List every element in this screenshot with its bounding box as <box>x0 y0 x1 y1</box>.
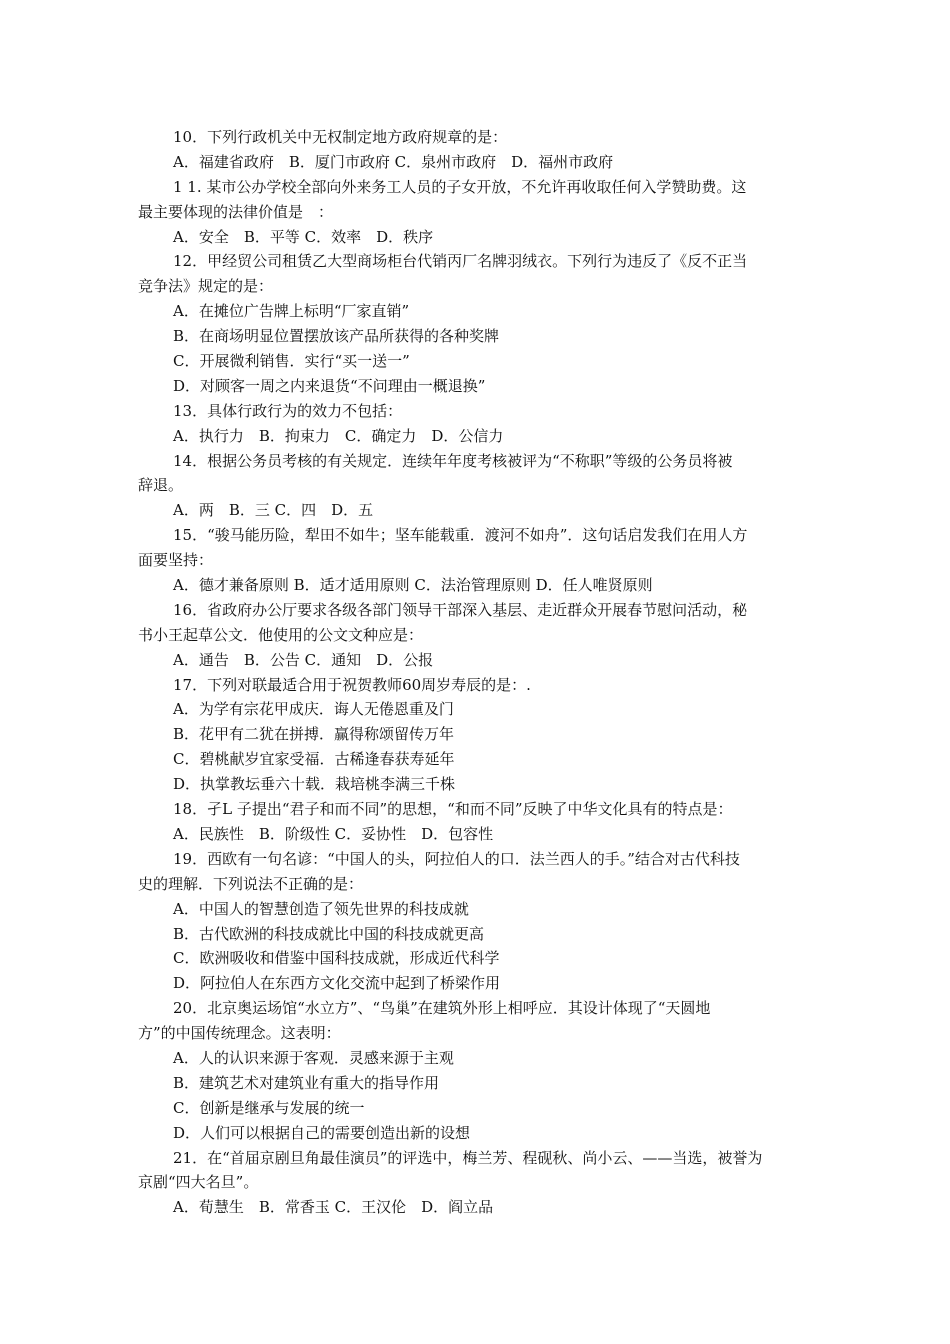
text-line: 最主要体现的法律价值是 ： <box>138 202 334 221</box>
text-line: A．为学有宗花甲成庆．诲人无倦恩重及门 <box>173 700 454 719</box>
text-line: A．荀慧生 B．常香玉 C．王汉伦 D．阎立品 <box>173 1198 494 1217</box>
text-line: C．碧桃献岁宜家受福．古稀逢春获寿延年 <box>173 750 455 769</box>
text-line: 12．甲经贸公司租赁乙大型商场柜台代销丙厂名牌羽绒衣。下列行为违反了《反不正当 <box>173 252 748 271</box>
text-line: 方”的中国传统理念。这表明： <box>138 1024 341 1043</box>
text-line: A．德才兼备原则 B．适才适用原则 C．法治管理原则 D．任人唯贤原则 <box>173 576 653 595</box>
text-line: A．中国人的智慧创造了领先世界的科技成就 <box>173 899 469 918</box>
text-line: C．欧洲吸收和借鉴中国科技成就，形成近代科学 <box>173 949 500 968</box>
text-line: A．福建省政府 B．厦门市政府 C．泉州市政府 D．福州市政府 <box>173 152 614 171</box>
text-line: 面要坚持： <box>138 551 214 570</box>
text-line: D．对顾客一周之内来退货“不问理由一概退换” <box>173 376 486 395</box>
text-line: B．在商场明显位置摆放该产品所获得的各种奖牌 <box>173 327 500 346</box>
text-line: 14．根据公务员考核的有关规定．连续年年度考核被评为“不称职”等级的公务员将被 <box>173 451 733 470</box>
text-line: 史的理解．下列说法不正确的是： <box>138 874 364 893</box>
text-line: 21．在“首届京剧旦角最佳演员”的评选中，梅兰芳、程砚秋、尚小云、——当选，被誉为 <box>173 1148 763 1167</box>
text-line: A．执行力 B．拘束力 C．确定力 D．公信力 <box>173 426 504 445</box>
text-line: C．开展微利销售．实行“买一送一” <box>173 352 410 371</box>
text-line: A．两 B．三 C．四 D．五 <box>173 501 374 520</box>
text-line: 10．下列行政机关中无权制定地方政府规章的是： <box>173 128 508 146</box>
text-line: A．通告 B．公告 C．通知 D．公报 <box>173 650 434 669</box>
text-line: B．古代欧洲的科技成就比中国的科技成就更高 <box>173 924 485 943</box>
text-line: D．人们可以根据自己的需要创造出新的设想 <box>173 1123 471 1142</box>
text-line: 13．具体行政行为的效力不包括： <box>173 401 403 420</box>
text-line: 辞退。 <box>138 476 184 495</box>
text-line: A．在摊位广告牌上标明“厂家直销” <box>173 302 410 321</box>
text-line: 19．西欧有一句名谚：“中国人的头，阿拉伯人的口．法兰西人的手。”结合对古代科技 <box>173 849 740 868</box>
text-line: 京剧“四大名旦”。 <box>138 1173 259 1192</box>
text-line: 20．北京奥运场馆“水立方”、“鸟巢”在建筑外形上相呼应．其设计体现了“天圆地 <box>173 999 711 1018</box>
text-line: B．花甲有二犹在拼搏．赢得称颂留传万年 <box>173 725 455 744</box>
text-line: 1 1. 某市公办学校全部向外来务工人员的子女开放，不允许再收取任何入学赞助费。这 <box>173 177 747 196</box>
text-line: C．创新是继承与发展的统一 <box>173 1098 365 1117</box>
text-line: 18．孑L 子提出“君子和而不同”的思想，“和而不同”反映了中华文化具有的特点是： <box>173 800 733 819</box>
text-line: 17．下列对联最适合用于祝贺教师60周岁寿辰的是：. <box>173 675 531 694</box>
text-line: 15．“骏马能历险，犁田不如牛；坚车能载重．渡河不如舟”．这句话启发我们在用人方 <box>173 526 748 545</box>
text-line: A．安全 B．平等 C．效率 D．秩序 <box>173 227 434 246</box>
text-line: D．执掌教坛垂六十载．栽培桃李满三千株 <box>173 775 456 794</box>
text-line: 竞争法》规定的是： <box>138 277 274 296</box>
text-line: 16．省政府办公厅要求各级各部门领导干部深入基层、走近群众开展春节慰问活动，秘 <box>173 600 748 619</box>
question-text-body <box>138 125 818 1220</box>
text-line: 书小王起草公文．他使用的公文文种应是： <box>138 625 424 644</box>
text-line: D．阿拉伯人在东西方文化交流中起到了桥梁作用 <box>173 974 501 993</box>
text-line: A．民族性 B．阶级性 C．妥协性 D．包容性 <box>173 824 494 843</box>
text-line: A．人的认识来源于客观．灵感来源于主观 <box>173 1048 454 1067</box>
text-line: B．建筑艺术对建筑业有重大的指导作用 <box>173 1073 440 1092</box>
